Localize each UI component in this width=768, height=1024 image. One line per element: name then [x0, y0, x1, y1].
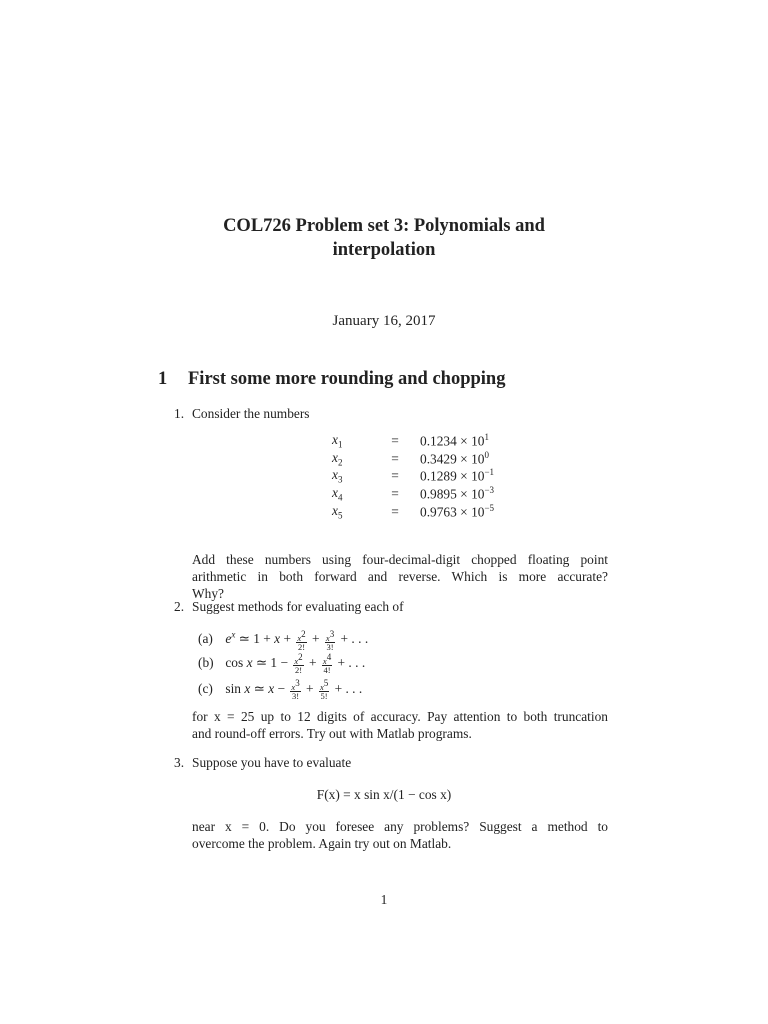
section-title: First some more rounding and chopping: [188, 369, 506, 389]
series-label-b: (b): [198, 654, 214, 670]
problem-2-body-line-2: and round-off errors. Try out with Matlab programs.: [192, 726, 472, 741]
series-cos-formula: cos x ≃ 1 − $\frac{x^2}{2!}$ + $\frac{x^4}{4!}$ + . . .: [225, 652, 366, 675]
series-sin: [198, 679, 362, 700]
number-value: $0.1289 \times 10^{-1}$: [420, 467, 495, 484]
problem-3-number: 3.: [174, 755, 185, 770]
problem-1-body-line-2: arithmetic in both forward and reverse. Which is more accurate?: [192, 569, 608, 584]
problem-1-number: 1.: [174, 406, 185, 421]
section-heading: [158, 369, 505, 390]
number-row: [332, 432, 494, 450]
page-number: 1: [380, 892, 388, 907]
problem-1-body-line-3: Why?: [192, 586, 224, 601]
series-exp: [198, 627, 368, 651]
problem-3-body-line-2: overcome the problem. Again try out on Matlab.: [192, 836, 452, 851]
equals-sign: =: [391, 503, 399, 519]
number-value: $0.3429 \times 10^0$: [420, 449, 489, 467]
series-label-c: (c): [198, 680, 213, 696]
equals-sign: =: [391, 468, 399, 484]
problem-1-body: [192, 551, 608, 602]
number-var: $x_5$: [332, 502, 343, 521]
problem-1-intro: Consider the numbers: [192, 406, 310, 421]
title-line-2: interpolation: [332, 240, 436, 260]
problem-3-intro: Suppose you have to evaluate: [192, 755, 352, 770]
number-var: $x_3$: [332, 467, 343, 486]
section-number: 1: [158, 369, 168, 389]
problem-2-body-line-1: for x = 25 up to 12 digits of accuracy. Pay attention to both truncation: [192, 709, 608, 724]
problem-2-intro: Suggest methods for evaluating each of: [192, 599, 404, 614]
problem-2-body: [192, 708, 608, 742]
number-value: $0.1234 \times 10^1$: [420, 432, 489, 449]
document-title: [0, 214, 768, 262]
number-var: $x_1$: [332, 432, 343, 450]
number-var: $x_4$: [332, 485, 343, 503]
number-row: [332, 485, 494, 503]
equals-sign: =: [391, 450, 399, 466]
problem-3-formula: F(x) = x sin x/(1 − cos x): [316, 787, 452, 802]
series-label-a: (a): [198, 631, 213, 647]
problem-1-body-line-1: Add these numbers using four-decimal-digit chopped floating point: [192, 552, 608, 567]
number-row: [332, 467, 494, 485]
document-date: January 16, 2017: [332, 313, 436, 329]
series-exp-formula: $e^x$ ≃ 1 + x + $\frac{x^2}{2!}$ + $\frac{x^3}{3!}$ + . . .: [225, 628, 369, 652]
number-row: [332, 503, 494, 521]
numbers-table: [332, 432, 494, 520]
problem-3-body: [192, 818, 608, 852]
number-row: [332, 450, 494, 468]
problem-2-number: 2.: [174, 599, 185, 614]
equals-sign: =: [391, 485, 399, 501]
series-sin-formula: sin x ≃ x − $\frac{x^3}{3!}$ + $\frac{x^5}{5!}$ + . . .: [225, 678, 363, 701]
number-value: $0.9895 \times 10^{-3}$: [420, 485, 495, 502]
number-var: $x_2$: [332, 449, 343, 468]
equals-sign: =: [391, 432, 399, 448]
number-value: $0.9763 \times 10^{-5}$: [420, 502, 495, 520]
series-cos: [198, 653, 365, 674]
title-line-1: COL726 Problem set 3: Polynomials and: [223, 216, 545, 236]
problem-3-body-line-1: near x = 0. Do you foresee any problems? Suggest a method to: [192, 819, 608, 834]
